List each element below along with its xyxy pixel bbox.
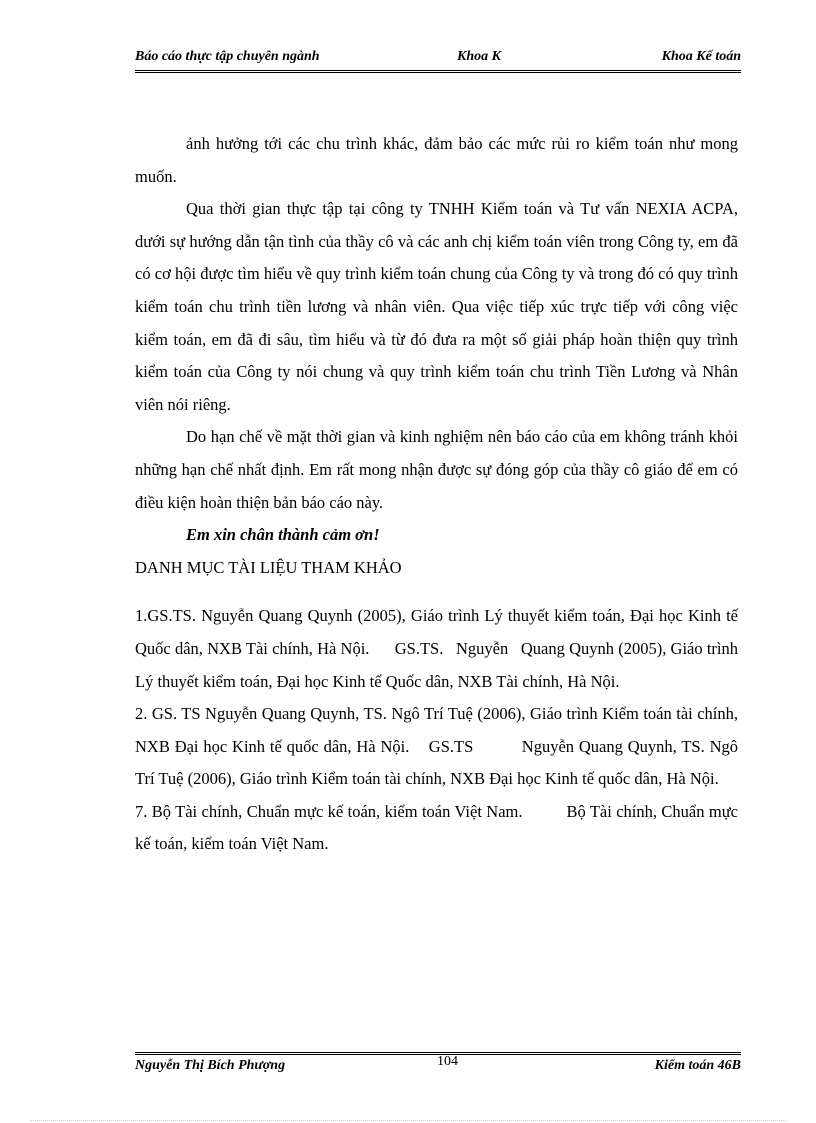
paragraph-2: Qua thời gian thực tập tại công ty TNHH Kiểm toán và Tư vấn NEXIA ACPA, dưới sự hướng dẫn tận tình của thầy cô và các anh chị kiểm toán viên trong Công ty, em đã có cơ hội được tìm hiểu về quy trình kiểm toán chung của Công ty và trong đó có quy trình kiểm toán chu trình tiền lương và nhân viên. Qua việc tiếp xúc trực tiếp với công việc kiểm toán, em đã đi sâu, tìm hiểu và từ đó đưa ra một số giải pháp hoàn thiện quy trình kiểm toán của Công ty nói chung và quy trình kiểm toán chu trình Tiền Lương và Nhân viên nói riêng. <box>135 199 738 414</box>
page-number: 104 <box>437 1054 458 1069</box>
page-header <box>135 49 741 69</box>
header-faculty: Khoa Kế toán <box>661 49 741 64</box>
reference-item-1: 1.GS.TS. Nguyễn Quang Quynh (2005), Giáo trình Lý thuyết kiểm toán, Đại học Kinh tế Quốc dân, NXB Tài chính, Hà Nội. GS.TS. Nguyễn Quang Quynh (2005), Giáo trình Lý thuyết kiểm toán, Đại học Kinh tế Quốc dân, NXB Tài chính, Hà Nội. <box>135 606 743 691</box>
paragraph-1: ảnh hưởng tới các chu trình khác, đảm bảo các mức rủi ro kiểm toán như mong muốn. <box>135 134 738 186</box>
footer-class: Kiểm toán 46B <box>654 1058 741 1073</box>
header-report-title: Báo cáo thực tập chuyên ngành <box>135 49 320 64</box>
paragraph-3: Do hạn chế về mặt thời gian và kinh nghiệm nên báo cáo của em không tránh khỏi những hạn chế nhất định. Em rất mong nhận được sự đóng góp của thầy cô giáo để em có điều kiện hoàn thiện bản báo cáo này. <box>135 427 738 512</box>
thanks-line: Em xin chân thành cảm ơn! <box>186 525 380 545</box>
references-title: DANH MỤC TÀI LIỆU THAM KHẢO <box>135 557 402 577</box>
header-faculty-short: Khoa K <box>457 49 501 64</box>
header-rule <box>135 70 741 73</box>
reference-item-3: 7. Bộ Tài chính, Chuẩn mực kế toán, kiểm toán Việt Nam. Bộ Tài chính, Chuẩn mực kế toán, kiểm toán Việt Nam. <box>135 801 743 854</box>
page-body <box>135 128 743 861</box>
page-bottom-edge <box>30 1120 786 1121</box>
page-footer <box>135 1054 741 1080</box>
footer-author: Nguyễn Thị Bích Phượng <box>135 1058 286 1073</box>
reference-item-2: 2. GS. TS Nguyễn Quang Quynh, TS. Ngô Trí Tuệ (2006), Giáo trình Kiểm toán tài chính, NXB Đại học Kinh tế quốc dân, Hà Nội. GS.TS Nguyễn Quang Quynh, TS. Ngô Trí Tuệ (2006), Giáo trình Kiểm toán tài chính, NXB Đại học Kinh tế quốc dân, Hà Nội. <box>135 704 743 789</box>
